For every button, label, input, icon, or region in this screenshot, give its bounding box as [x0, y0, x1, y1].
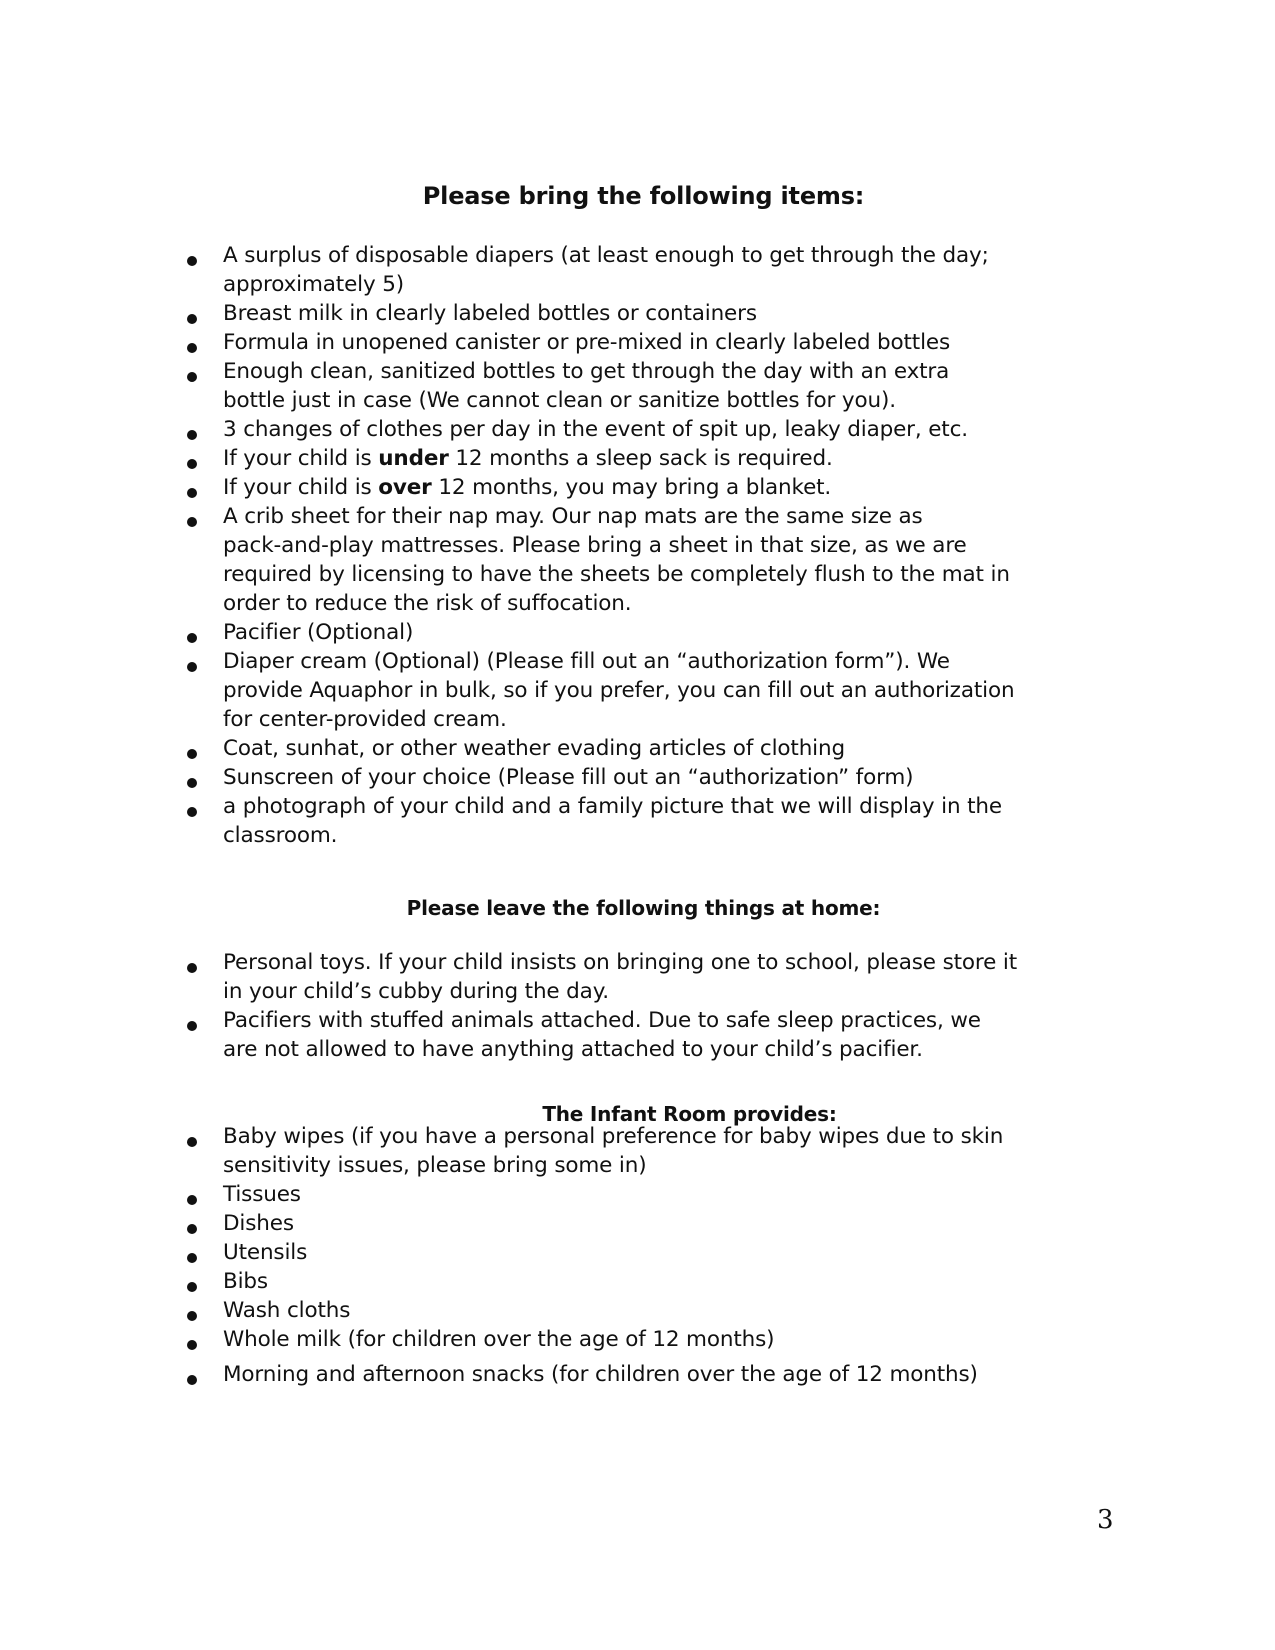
bullet-icon [187, 662, 197, 672]
bullet-icon [187, 1311, 197, 1321]
bullet-icon [187, 1282, 197, 1292]
section-heading-leave-at-home: Please leave the following things at home: [406, 896, 881, 920]
bullet-icon [187, 1021, 197, 1031]
bullet-icon [187, 314, 197, 324]
bullet-icon [187, 256, 197, 266]
bullet-icon [187, 749, 197, 759]
section-heading-infant-room-provides: The Infant Room provides: [542, 1102, 837, 1126]
bullet-icon [187, 430, 197, 440]
bullet-icon [187, 459, 197, 469]
page-number: 3 [1097, 1505, 1114, 1535]
bullet-icon [187, 1375, 197, 1385]
bullet-icon [187, 963, 197, 973]
bullet-icon [187, 1253, 197, 1263]
bullet-icon [187, 1224, 197, 1234]
document-page: Please bring the following items: A surplus of disposable diapers (at least enough to get through the day; approximately 5) Breast milk in clearly labeled bottles or containers Formula in unopened canister or pre-mixed in clearly labeled bottles Enough clean, sanitized bottles to get through the day with an extra bottle just in case (We cannot clean or sanitize bottles for you). 3 changes of clothes per day in the event of spit up, leaky diaper, etc. If your child is under 12 months a sleep sack is required. If your child is over 12 months, you may bring a blanket. A crib sheet for their nap may. Our nap mats are the same size as pack-and-play mattresses. Please bring a sheet in that size, as we are required by licensing to have the sheets be completely flush to the mat in order to reduce the risk of suffocation. Pacifier (Optional) Diaper cream (Optional) (Please fill out an “authorization form”). We provide Aquaphor in bulk, so if you prefer, you can fill out an authorization for center-provided cream. Coat, sunhat, or other weather evading articles of clothing Sunscreen of your choice (Please fill out an “authorization” form) a photograph of your child and a family picture that we will display in the classroom. Please leave the following things at home: Personal toys. If your child insists on bringing one to school, please store it in your child’s cubby during the day. Pacifiers with stuffed animals attached. Due to safe sleep practices, we are not allowed to have anything attached to your child’s pacifier. The Infant Room provides: Baby wipes (if you have a personal preference for baby wipes due to skin sensitivity issues, please bring some in) Tissues Dishes Utensils Bibs Wash cloths Whole milk (for children over the age of 12 months) Morning and afternoon snacks (for children over the age of 12 months) 3 [0, 0, 1275, 1650]
section-heading-bring-items: Please bring the following items: [422, 182, 865, 210]
bullet-icon [187, 778, 197, 788]
bullet-icon [187, 1195, 197, 1205]
emphasis-over: over [378, 475, 432, 500]
bullet-icon [187, 1340, 197, 1350]
bullet-icon [187, 372, 197, 382]
bullet-icon [187, 488, 197, 498]
bullet-icon [187, 1137, 197, 1147]
bullet-icon [187, 633, 197, 643]
bullet-icon [187, 517, 197, 527]
bullet-icon [187, 807, 197, 817]
bullet-icon [187, 343, 197, 353]
emphasis-under: under [378, 446, 449, 471]
